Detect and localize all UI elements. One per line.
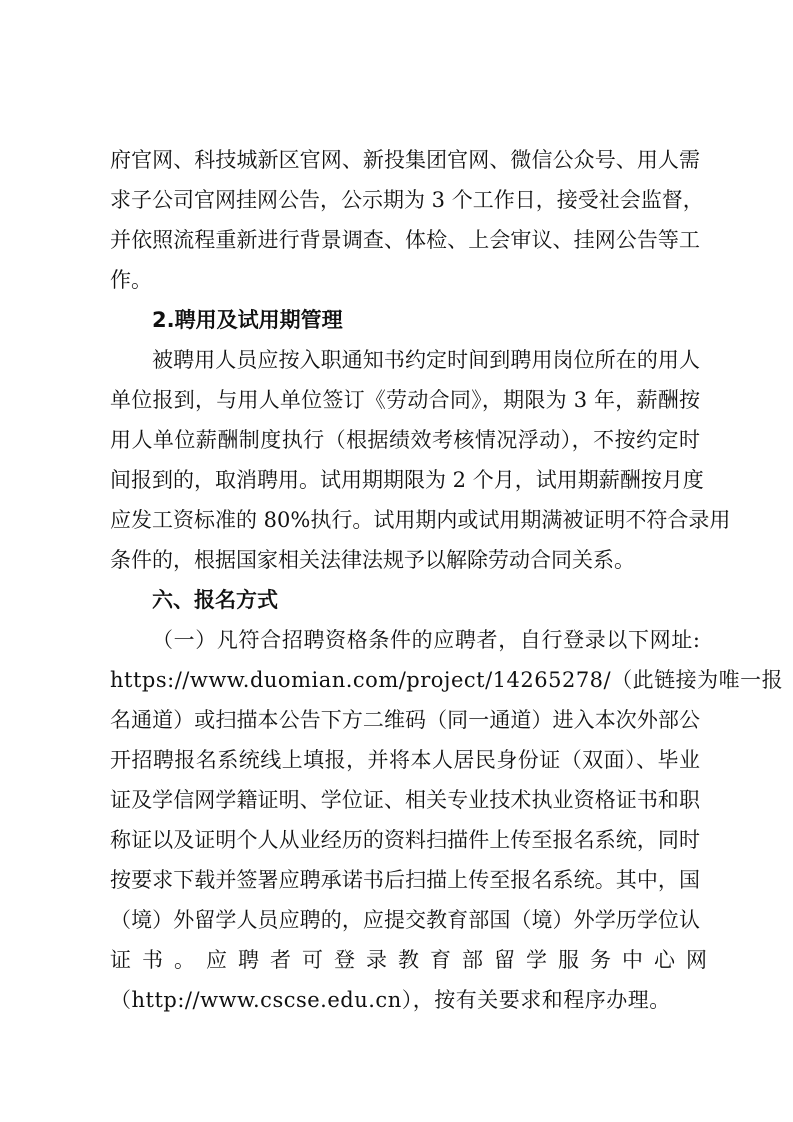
- registration-line-1: （一）凡符合招聘资格条件的应聘者，自行登录以下网址:: [152, 628, 700, 652]
- heading-employment-probation: 2.聘用及试用期管理: [152, 308, 343, 332]
- registration-line-5: 证及学信网学籍证明、学位证、相关专业技术执业资格证书和职: [110, 788, 700, 812]
- employment-line-1: 被聘用人员应按入职通知书约定时间到聘用岗位所在的用人: [152, 348, 700, 372]
- heading-registration: 六、报名方式: [152, 588, 278, 612]
- registration-line-3: 名通道）或扫描本公告下方二维码（同一通道）进入本次外部公: [110, 708, 700, 732]
- registration-line-7: 按要求下载并签署应聘承诺书后扫描上传至报名系统。其中，国: [110, 868, 700, 892]
- publicity-line-3: 并依照流程重新进行背景调查、体检、上会审议、挂网公告等工: [110, 228, 700, 252]
- employment-line-2: 单位报到，与用人单位签订《劳动合同》，期限为 3 年，薪酬按: [110, 388, 700, 412]
- registration-line-10: （http://www.cscse.edu.cn），按有关要求和程序办理。: [110, 988, 671, 1012]
- employment-line-4: 间报到的，取消聘用。试用期期限为 2 个月，试用期薪酬按月度: [110, 468, 704, 492]
- registration-line-2: https://www.duomian.com/project/14265278/（此链接为唯一报: [110, 668, 784, 692]
- registration-line-8: （境）外留学人员应聘的，应提交教育部国（境）外学历学位认: [110, 908, 700, 932]
- publicity-line-2: 求子公司官网挂网公告，公示期为 3 个工作日，接受社会监督，: [110, 188, 704, 212]
- employment-line-3: 用人单位薪酬制度执行（根据绩效考核情况浮动），不按约定时: [110, 428, 700, 452]
- employment-line-6: 条件的，根据国家相关法律法规予以解除劳动合同关系。: [110, 548, 635, 572]
- employment-line-5: 应发工资标准的 80%执行。试用期内或试用期满被证明不符合录用: [110, 508, 731, 532]
- publicity-line-4: 作。: [110, 268, 152, 292]
- registration-line-4: 开招聘报名系统线上填报，并将本人居民身份证（双面）、毕业: [110, 748, 700, 772]
- registration-line-6: 称证以及证明个人从业经历的资料扫描件上传至报名系统，同时: [110, 828, 700, 852]
- publicity-line-1: 府官网、科技城新区官网、新投集团官网、微信公众号、用人需: [110, 148, 700, 172]
- registration-line-9: 证书。应聘者可登录教育部留学服务中心网: [110, 948, 718, 972]
